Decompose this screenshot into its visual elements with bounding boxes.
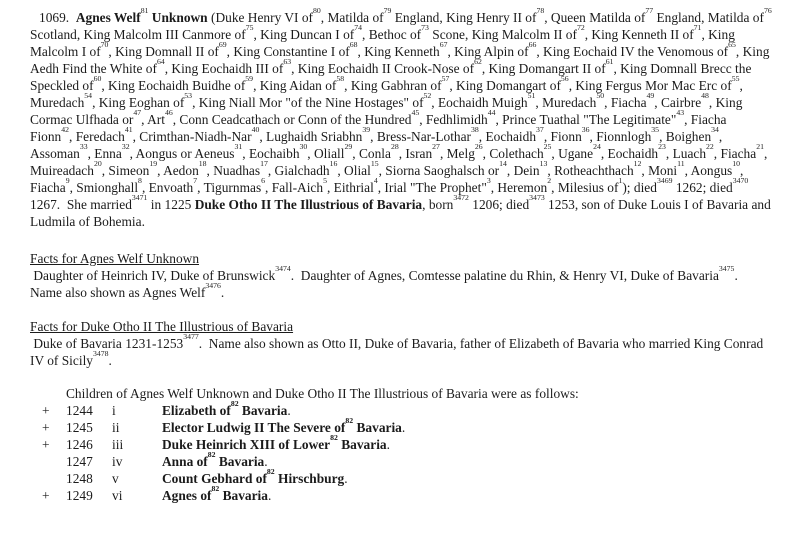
plus-marker [42, 470, 66, 487]
entry-paragraph: 1069. Agnes Welf$^{81}$ Unknown (Duke Henry VI $of^{80}$, Matilda $of^{79}$ England, King Henry II $of^{78}$, Queen Matilda $of^{77}$ England, Matilda $of^{76}$ Scotland, King Malcolm III Canmore $of^{75}$, King Duncan I $of^{74}$, Bethoc $of^{73}$ Scone, King Malcolm II $of^{72}$, King Kenneth II $of^{71}$, King Malcolm I $of^{70}$, King Domnall II $of^{69}$, King Constantine I $of^{68}$, King Kenneth$^{67}$, King Alpin $of^{66}$, King Eochaid IV the Venomous $of^{65}$, King Aedh Find the White $of^{64}$, King Eochaidh III $of^{63}$, King Eochaidh II Crook-Nose $of^{62}$, King Domangart II $of^{61}$, King Domnall Brecc the Speckled $of^{60}$, King Eochaidh Buidhe $of^{59}$, King Aidan $of^{58}$, King Gabhran $of^{57}$, King Domangart $of^{56}$, King Fergus Mor Mac Erc $of^{55}$, Muredach$^{54}$, King Eoghan $of^{53}$, King Niall Mor "of the Nine Hostages" $of^{52}$, Eochaidh Muigh$^{51}$, Muredach$^{50}$, Fiacha$^{49}$, Cairbre$^{48}$, King Cormac Ulfhada $or^{47}$, Art$^{46}$, Conn Ceadcathach or Conn of the Hundred$^{45}$, Fedhlimidh$^{44}$, Prince Tuathal "The Legitimate"$^{43}$, Fiacha Fionn$^{42}$, Feredach$^{41}$, Crimthan-Niadh-Nar$^{40}$, Lughaidh Sriabhn$^{39}$, Bress-Nar-Lothar$^{38}$, Eochaidh$^{37}$, Fionn$^{36}$, Fionnlogh$^{35}$, Boighen$^{34}$, Assoman$^{33}$, Enna$^{32}$, Aongus or Aeneus$^{31}$, Eochaibh$^{30}$, Oliall$^{29}$, Conla$^{28}$, Isran$^{27}$, Melg$^{26}$, Colethach$^{25}$, Ugane$^{24}$, Eochaidh$^{23}$, Luach$^{22}$, Fiacha$^{21}$, Muireadach$^{20}$, Simeon$^{19}$, Aedon$^{18}$, Nuadhas$^{17}$, Gialchadh$^{16}$, Olial$^{15}$, Siorna Saoghalsch $or^{14}$, Dein$^{13}$, Rotheachthach$^{12}$, Moni$^{11}$, Aongus$^{10}$, Fiacha$^9$, Smionghall$^8$, Envoath$^7$, Tigurnmas$^6$, Fall-Aich$^5$, Eithrial$^4$, Irial "The Prophet"$^3$, Heremon$^2$, Milesius $of^1$); died$^{3469}$ 1262; died$^{3470}$ 1267. She married$^{3471}$ in 1225 Duke Otho II The Illustrious of Bavaria, born$^{3472}$ 1206; died$^{3473}$ 1253, son of Duke Louis I of Bavaria and Ludmila of Bohemia. [30, 6, 776, 229]
child-numeral: v [112, 471, 119, 486]
child-name: Duke Heinrich XIII of Lower$^{82}$ Bavaria. [162, 433, 390, 452]
child-row [30, 450, 772, 470]
facts-heading: Facts for Duke Otho II The Illustrious of Bavaria [30, 319, 294, 334]
facts-sections [30, 250, 772, 369]
children-intro: Children of Agnes Welf Unknown and Duke Otho II The Illustrious of Bavaria were as follows: [66, 386, 579, 401]
child-name: Elizabeth $of^{82}$ Bavaria. [162, 399, 291, 418]
child-year: 1246 [66, 437, 93, 452]
child-numeral: ii [112, 420, 120, 435]
facts-section [30, 318, 772, 369]
child-year: 1245 [66, 420, 93, 435]
facts-body: Daughter of Heinrich IV, Duke of Brunswick$^{3474}$. Daughter of Agnes, Comtesse palatine du Rhin, & Henry VI, Duke of Bavaria$^{3475}$. Name also shown as Agnes Welf$^{3476}$. [30, 264, 745, 300]
child-name: Elector Ludwig II The Severe $of^{82}$ Bavaria. [162, 416, 406, 435]
plus-marker: + [42, 488, 50, 503]
plus-marker [42, 453, 66, 470]
child-name: Agnes $of^{82}$ Bavaria. [162, 484, 272, 503]
child-row [30, 484, 772, 504]
children-section [30, 385, 772, 504]
child-numeral: i [112, 403, 116, 418]
child-row [30, 399, 772, 419]
child-row [30, 467, 772, 487]
plus-marker: + [42, 437, 50, 452]
plus-marker: + [42, 403, 50, 418]
child-year: 1247 [66, 454, 93, 469]
child-row [30, 433, 772, 453]
child-numeral: iv [112, 454, 123, 469]
child-year: 1249 [66, 488, 93, 503]
child-year: 1244 [66, 403, 93, 418]
facts-heading: Facts for Agnes Welf Unknown [30, 251, 200, 266]
child-name: Anna $of^{82}$ Bavaria. [162, 450, 268, 469]
child-numeral: iii [112, 437, 124, 452]
children-list [30, 399, 772, 504]
child-numeral: vi [112, 488, 123, 503]
child-year: 1248 [66, 471, 93, 486]
child-row [30, 416, 772, 436]
child-name: Count Gebhard $of^{82}$ Hirschburg. [162, 467, 348, 486]
facts-body: Duke of Bavaria $1231-1253^{3477}$. Name also shown as Otto II, Duke of Bavaria, father of Elizabeth of Bavaria who married King Conrad IV of Sicily$^{3478}$. [30, 332, 767, 368]
plus-marker: + [42, 420, 50, 435]
facts-section [30, 250, 772, 301]
